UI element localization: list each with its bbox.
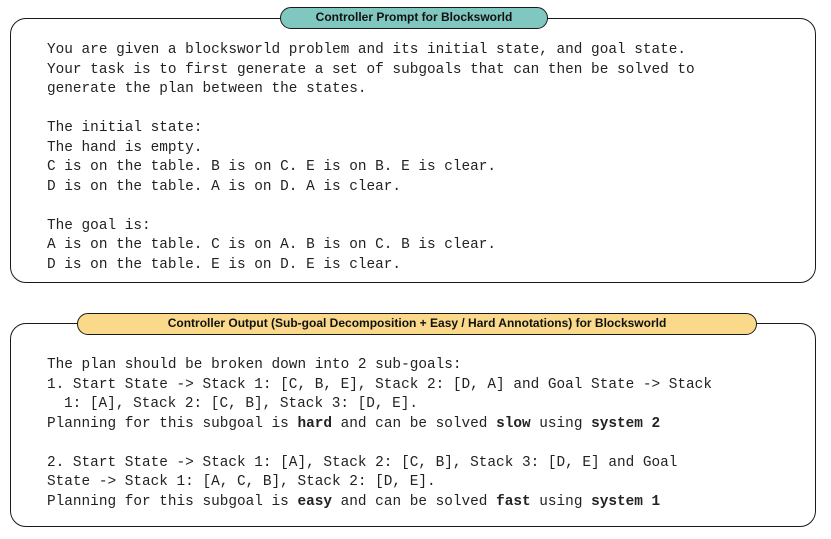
initial-state-line: The initial state:	[47, 120, 203, 136]
output-text	[47, 356, 795, 512]
speed-slow: slow	[496, 415, 531, 432]
prompt-panel-title: Controller Prompt for Blocksworld	[280, 7, 548, 29]
subgoal-2-continuation: State -> Stack 1: [A, C, B], Stack 2: [D, E].	[47, 474, 436, 490]
subgoal-1-continuation: 1: [A], Stack 2: [C, B], Stack 3: [D, E].	[64, 396, 419, 412]
system-1: system 1	[591, 493, 661, 510]
subgoal-1-planning: Planning for this subgoal is hard and can be solved slow using system 2	[47, 415, 661, 432]
difficulty-easy: easy	[297, 493, 332, 510]
intro-line: Your task is to first generate a set of subgoals that can then be solved to	[47, 61, 695, 78]
plan-header-line: The plan should be broken down into 2 sub-goals:	[47, 357, 462, 373]
goal-line: D is on the table. E is on D. E is clear.	[47, 256, 402, 273]
system-2: system 2	[591, 415, 661, 432]
subgoal-2-line: 2. Start State -> Stack 1: [A], Stack 2: [C, B], Stack 3: [D, E] and Goal	[47, 454, 678, 471]
controller-output-panel	[10, 316, 816, 527]
intro-line: generate the plan between the states.	[47, 81, 367, 97]
controller-prompt-panel	[10, 10, 816, 283]
subgoal-2-planning: Planning for this subgoal is easy and can be solved fast using system 1	[47, 493, 661, 510]
output-panel-title: Controller Output (Sub-goal Decomposition + Easy / Hard Annotations) for Blocksworld	[77, 313, 757, 335]
intro-line: You are given a blocksworld problem and its initial state, and goal state.	[47, 42, 687, 58]
speed-fast: fast	[496, 493, 531, 510]
goal-line: The goal is:	[47, 217, 151, 234]
initial-state-line: C is on the table. B is on C. E is on B. E is clear.	[47, 159, 497, 175]
initial-state-line: D is on the table. A is on D. A is clear.	[47, 178, 402, 195]
prompt-text	[47, 41, 795, 275]
subgoal-1-line: 1. Start State -> Stack 1: [C, B, E], Stack 2: [D, A] and Goal State -> Stack	[47, 376, 712, 393]
goal-line: A is on the table. C is on A. B is on C. B is clear.	[47, 237, 497, 253]
initial-state-line: The hand is empty.	[47, 139, 203, 156]
difficulty-hard: hard	[297, 415, 332, 432]
